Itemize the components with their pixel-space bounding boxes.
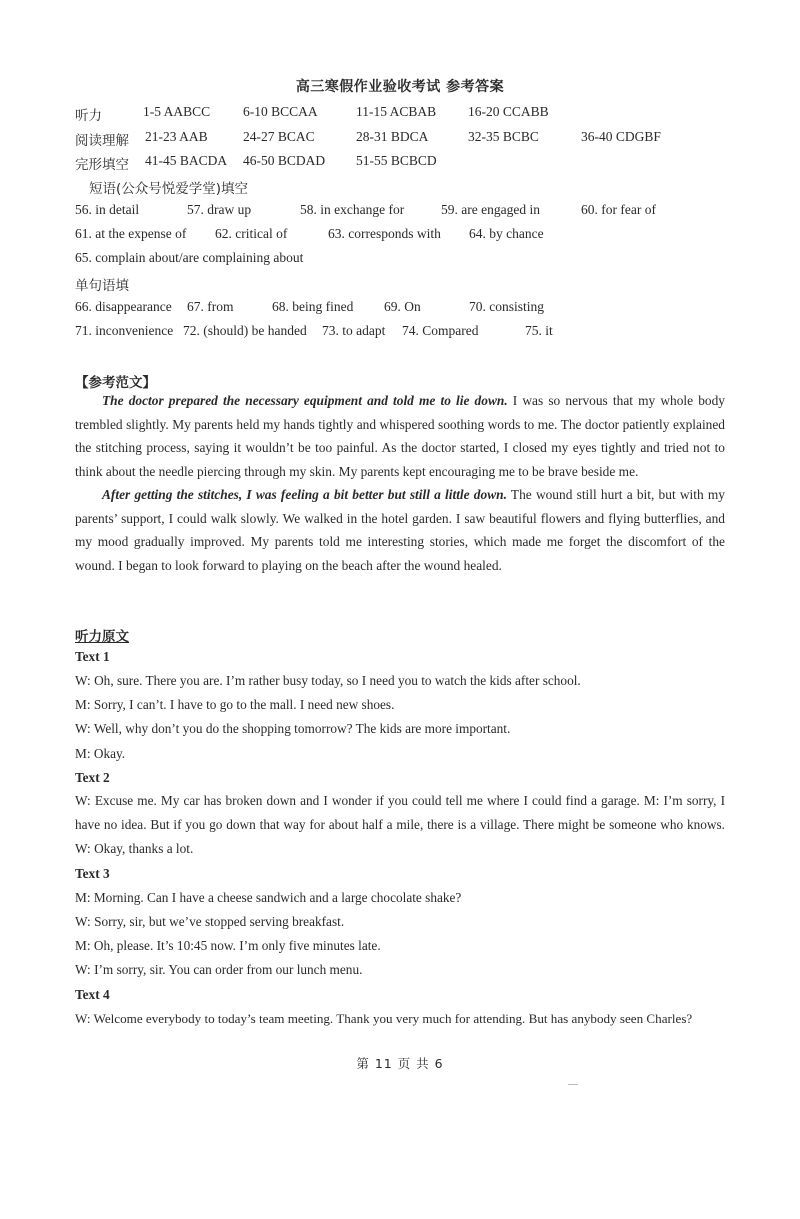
section-label: 完形填空 <box>75 157 129 173</box>
scan-mark <box>568 1084 578 1085</box>
answer-group: 21-23 AAB <box>145 129 208 144</box>
single-answer: 75. it <box>525 323 553 338</box>
dialogue-line: M: Morning. Can I have a cheese sandwich and a large chocolate shake? <box>75 890 462 905</box>
section-label: 听力 <box>75 108 102 124</box>
phrase-answer: 64. by chance <box>469 226 544 241</box>
answer-group: 1-5 AABCC <box>143 104 211 119</box>
answer-group: 6-10 BCCAA <box>243 104 318 119</box>
dialogue-line: M: Oh, please. It’s 10:45 now. I’m only five minutes late. <box>75 938 381 953</box>
text-title: Text 4 <box>75 987 110 1002</box>
section-label: 阅读理解 <box>75 133 129 149</box>
answer-group: 41-45 BACDA <box>145 153 228 168</box>
essay-body-text: I was so nervous that my whole body trembled slightly. My parents held my hands tightly and whispered soothing words to me. The doctor patiently explained the stitching process, saying it wouldn’t be too painful. As the doctor started, I closed my eyes tightly and tried not to think about the needle piercing through my skin. My parents kept encouraging me to be brave beside me. <box>75 393 725 479</box>
phrase-answer: 56. in detail <box>75 202 140 217</box>
essay-paragraph <box>75 483 725 577</box>
dialogue-line: W: Well, why don’t you do the shopping tomorrow? The kids are more important. <box>75 721 511 736</box>
phrase-answer-65: 65. complain about/are complaining about <box>75 250 304 265</box>
essay-heading: 【参考范文】 <box>75 375 156 391</box>
phrase-answer: 63. corresponds with <box>328 226 441 241</box>
phrase-answer: 59. are engaged in <box>441 202 540 217</box>
page-footer: 第 11 页 共 6 <box>356 1056 444 1071</box>
essay-lead-sentence: The doctor prepared the necessary equipment and told me to lie down. <box>102 393 508 408</box>
text-title: Text 3 <box>75 866 110 881</box>
essay-paragraph <box>75 389 725 483</box>
phrase-answer: 60. for fear of <box>581 202 656 217</box>
phrase-answer: 61. at the expense of <box>75 226 187 241</box>
single-answer: 67. from <box>187 299 234 314</box>
phrase-section-label: 短语(公众号悦爱学堂)填空 <box>89 181 249 197</box>
phrase-answer: 57. draw up <box>187 202 252 217</box>
answer-group: 46-50 BCDAD <box>243 153 326 168</box>
answer-group: 16-20 CCABB <box>468 104 549 119</box>
answer-group: 11-15 ACBAB <box>356 104 437 119</box>
text-title: Text 2 <box>75 770 110 785</box>
answer-group: 36-40 CDGBF <box>581 129 661 144</box>
single-answer: 74. Compared <box>402 323 479 338</box>
single-answer: 66. disappearance <box>75 299 172 314</box>
single-answer: 72. (should) be handed <box>183 323 307 338</box>
answer-group: 28-31 BDCA <box>356 129 429 144</box>
phrase-answer: 58. in exchange for <box>300 202 405 217</box>
transcript-heading: 听力原文 <box>75 629 129 645</box>
text-title: Text 1 <box>75 649 110 664</box>
single-answer: 71. inconvenience <box>75 323 174 338</box>
answer-group: 24-27 BCAC <box>243 129 315 144</box>
model-essay <box>75 389 725 577</box>
single-answer: 68. being fined <box>272 299 354 314</box>
dialogue-line: M: Sorry, I can’t. I have to go to the mall. I need new shoes. <box>75 697 395 712</box>
dialogue-line: W: Oh, sure. There you are. I’m rather busy today, so I need you to watch the kids after school. <box>75 673 581 688</box>
dialogue-line: W: Welcome everybody to today’s team meeting. Thank you very much for attending. But has anybody seen Charles? <box>75 1011 693 1026</box>
essay-body-text: The wound still hurt a bit, but with my parents’ support, I could walk slowly. We walked in the hotel garden. I saw beautiful flowers and flying butterflies, and my mood gradually improved. My parents told me interesting stories, which made me forget the discomfort of the wound. I began to look forward to playing on the beach after the wound healed. <box>75 487 726 573</box>
single-section-label: 单句语填 <box>75 278 129 294</box>
dialogue-line: M: Okay. <box>75 746 126 761</box>
answer-group: 32-35 BCBC <box>468 129 539 144</box>
single-answer: 70. consisting <box>469 299 545 314</box>
page-title: 高三寒假作业验收考试 参考答案 <box>295 79 505 95</box>
dialogue-line: W: I’m sorry, sir. You can order from our lunch menu. <box>75 962 363 977</box>
dialogue-paragraph: W: Excuse me. My car has broken down and I wonder if you could tell me where I could find a garage. M: I’m sorry, I have no idea. But if you go down that way for about half a mile, there is a village. There might be someone who knows. W: Okay, thanks a lot. <box>75 793 725 856</box>
dialogue-line: W: Sorry, sir, but we’ve stopped serving breakfast. <box>75 914 345 929</box>
essay-lead-sentence: After getting the stitches, I was feeling a bit better but still a little down. <box>102 487 507 502</box>
single-answer: 69. On <box>384 299 421 314</box>
single-answer: 73. to adapt <box>322 323 386 338</box>
phrase-answer: 62. critical of <box>215 226 288 241</box>
answer-group: 51-55 BCBCD <box>356 153 437 168</box>
